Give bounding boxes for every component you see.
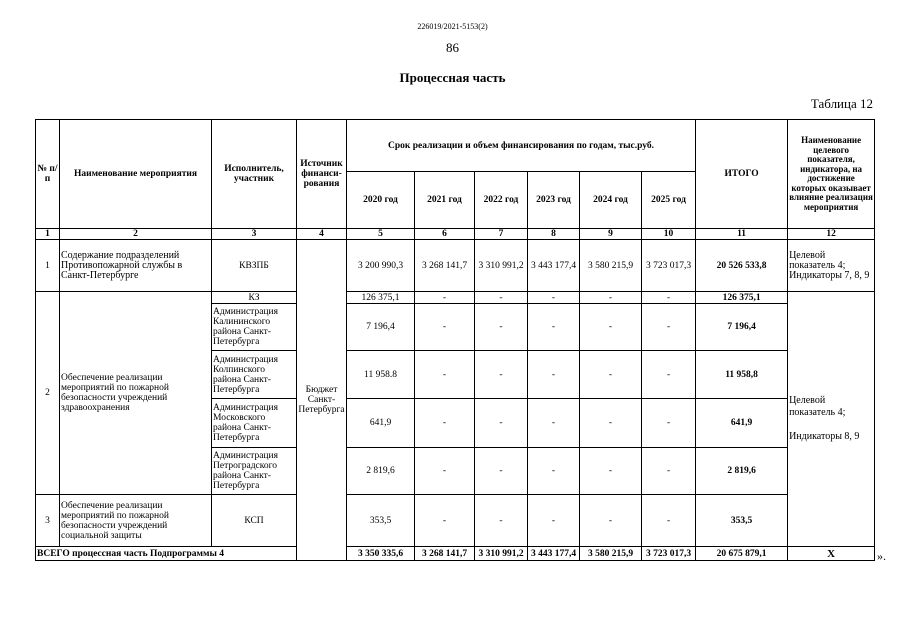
target-line: Индикаторы 8, 9 (789, 431, 860, 442)
table-row (36, 292, 875, 304)
header-executor: Исполнитель, участник (212, 120, 297, 229)
value-2021: - (415, 495, 475, 547)
value-2024: - (580, 351, 642, 399)
value-2020: 2 819,6 (347, 448, 415, 495)
value-2025: - (642, 399, 696, 448)
value-2023: - (528, 399, 580, 448)
value-2022: - (475, 448, 528, 495)
row-total: 641,9 (696, 399, 788, 448)
total-2021: 3 268 141,7 (415, 547, 475, 561)
table-label: Таблица 12 (810, 96, 873, 111)
total-2024: 3 580 215,9 (580, 547, 642, 561)
header-year: 2024 год (580, 172, 642, 229)
row-num: 2 (36, 292, 60, 495)
value-2021: - (415, 292, 475, 304)
header-year: 2022 год (475, 172, 528, 229)
financing-table (35, 119, 875, 561)
value-2023: - (528, 351, 580, 399)
value-2022: - (475, 304, 528, 351)
executor: Администрация Петроградского района Санкт-Петербурга (212, 448, 297, 495)
value-2024: - (580, 448, 642, 495)
header-year: 2021 год (415, 172, 475, 229)
column-index: 10 (642, 229, 696, 240)
value-2020: 3 200 990,3 (347, 240, 415, 292)
value-2020: 7 196,4 (347, 304, 415, 351)
total-row (36, 547, 875, 561)
value-2020: 126 375,1 (347, 292, 415, 304)
column-index: 9 (580, 229, 642, 240)
row-total: 2 819,6 (696, 448, 788, 495)
header-target: Наименование целевого показателя, индикатора, на достижение которых оказывает влияние реализация мероприятия (788, 120, 875, 229)
total-2023: 3 443 177,4 (528, 547, 580, 561)
executor: КЗ (212, 292, 297, 304)
column-index: 2 (60, 229, 212, 240)
row-num: 1 (36, 240, 60, 292)
value-2020: 11 958.8 (347, 351, 415, 399)
executor: КВЗПБ (212, 240, 297, 292)
header-year: 2025 год (642, 172, 696, 229)
value-2020: 353,5 (347, 495, 415, 547)
row-total: 126 375,1 (696, 292, 788, 304)
header-period: Срок реализации и объем финансирования по годам, тыс.руб. (347, 120, 696, 172)
total-2020: 3 350 335,6 (347, 547, 415, 561)
event-name: Обеспечение реализации мероприятий по пожарной безопасности учреждений здравоохранения (60, 292, 212, 495)
value-2022: - (475, 292, 528, 304)
column-index: 7 (475, 229, 528, 240)
column-index-row (36, 229, 875, 240)
value-2020: 641,9 (347, 399, 415, 448)
value-2023: - (528, 304, 580, 351)
header-year: 2020 год (347, 172, 415, 229)
column-index: 8 (528, 229, 580, 240)
value-2021: - (415, 399, 475, 448)
value-2024: - (580, 304, 642, 351)
header-total: ИТОГО (696, 120, 788, 229)
total-target: Х (788, 547, 875, 561)
value-2024: - (580, 292, 642, 304)
value-2022: - (475, 495, 528, 547)
total-label: ВСЕГО процессная часть Подпрограммы 4 (36, 547, 347, 561)
value-2025: - (642, 351, 696, 399)
table-row (36, 240, 875, 292)
value-2024: - (580, 399, 642, 448)
value-2023: - (528, 448, 580, 495)
header-source: Источник финанси-рования (297, 120, 347, 229)
closing-mark: ». (877, 549, 886, 563)
event-name: Обеспечение реализации мероприятий по пожарной безопасности учреждений социальной защиты (60, 495, 212, 547)
value-2021: - (415, 304, 475, 351)
value-2025: - (642, 448, 696, 495)
total-2022: 3 310 991,2 (475, 547, 528, 561)
value-2023: - (528, 292, 580, 304)
row-total: 20 526 533,8 (696, 240, 788, 292)
value-2025: - (642, 292, 696, 304)
column-index: 5 (347, 229, 415, 240)
column-index: 12 (788, 229, 875, 240)
header-year: 2023 год (528, 172, 580, 229)
value-2021: - (415, 448, 475, 495)
value-2021: - (415, 351, 475, 399)
row-total: 11 958,8 (696, 351, 788, 399)
value-2022: 3 310 991,2 (475, 240, 528, 292)
executor: Администрация Московского района Санкт-Петербурга (212, 399, 297, 448)
executor: Администрация Калининского района Санкт-Петербурга (212, 304, 297, 351)
value-2024: 3 580 215,9 (580, 240, 642, 292)
table-row (36, 495, 875, 547)
value-2022: - (475, 351, 528, 399)
header-num: № п/п (36, 120, 60, 229)
document-id: 226019/2021-5153(2) (417, 22, 488, 31)
value-2021: 3 268 141,7 (415, 240, 475, 292)
value-2025: 3 723 017,3 (642, 240, 696, 292)
value-2023: - (528, 495, 580, 547)
value-2025: - (642, 495, 696, 547)
event-name: Содержание подразделений Противопожарной службы в Санкт-Петербурге (60, 240, 212, 292)
total-2025: 3 723 017,3 (642, 547, 696, 561)
value-2022: - (475, 399, 528, 448)
value-2024: - (580, 495, 642, 547)
row-num: 3 (36, 495, 60, 547)
column-index: 1 (36, 229, 60, 240)
source-cell: Бюджет Санкт-Петербурга (297, 240, 347, 561)
executor: Администрация Колпинского района Санкт-Петербурга (212, 351, 297, 399)
target-line: Целевой показатель 4; (789, 395, 846, 418)
column-index: 3 (212, 229, 297, 240)
value-2025: - (642, 304, 696, 351)
header-row (36, 120, 875, 172)
column-index: 4 (297, 229, 347, 240)
target-cell (788, 292, 875, 547)
page-number: 86 (446, 40, 459, 55)
column-index: 11 (696, 229, 788, 240)
executor: КСП (212, 495, 297, 547)
section-title: Процессная часть (399, 70, 506, 85)
value-2023: 3 443 177,4 (528, 240, 580, 292)
row-total: 7 196,4 (696, 304, 788, 351)
header-name: Наименование мероприятия (60, 120, 212, 229)
column-index: 6 (415, 229, 475, 240)
row-total: 353,5 (696, 495, 788, 547)
grand-total: 20 675 879,1 (696, 547, 788, 561)
target-cell: Целевой показатель 4; Индикаторы 7, 8, 9 (788, 240, 875, 292)
